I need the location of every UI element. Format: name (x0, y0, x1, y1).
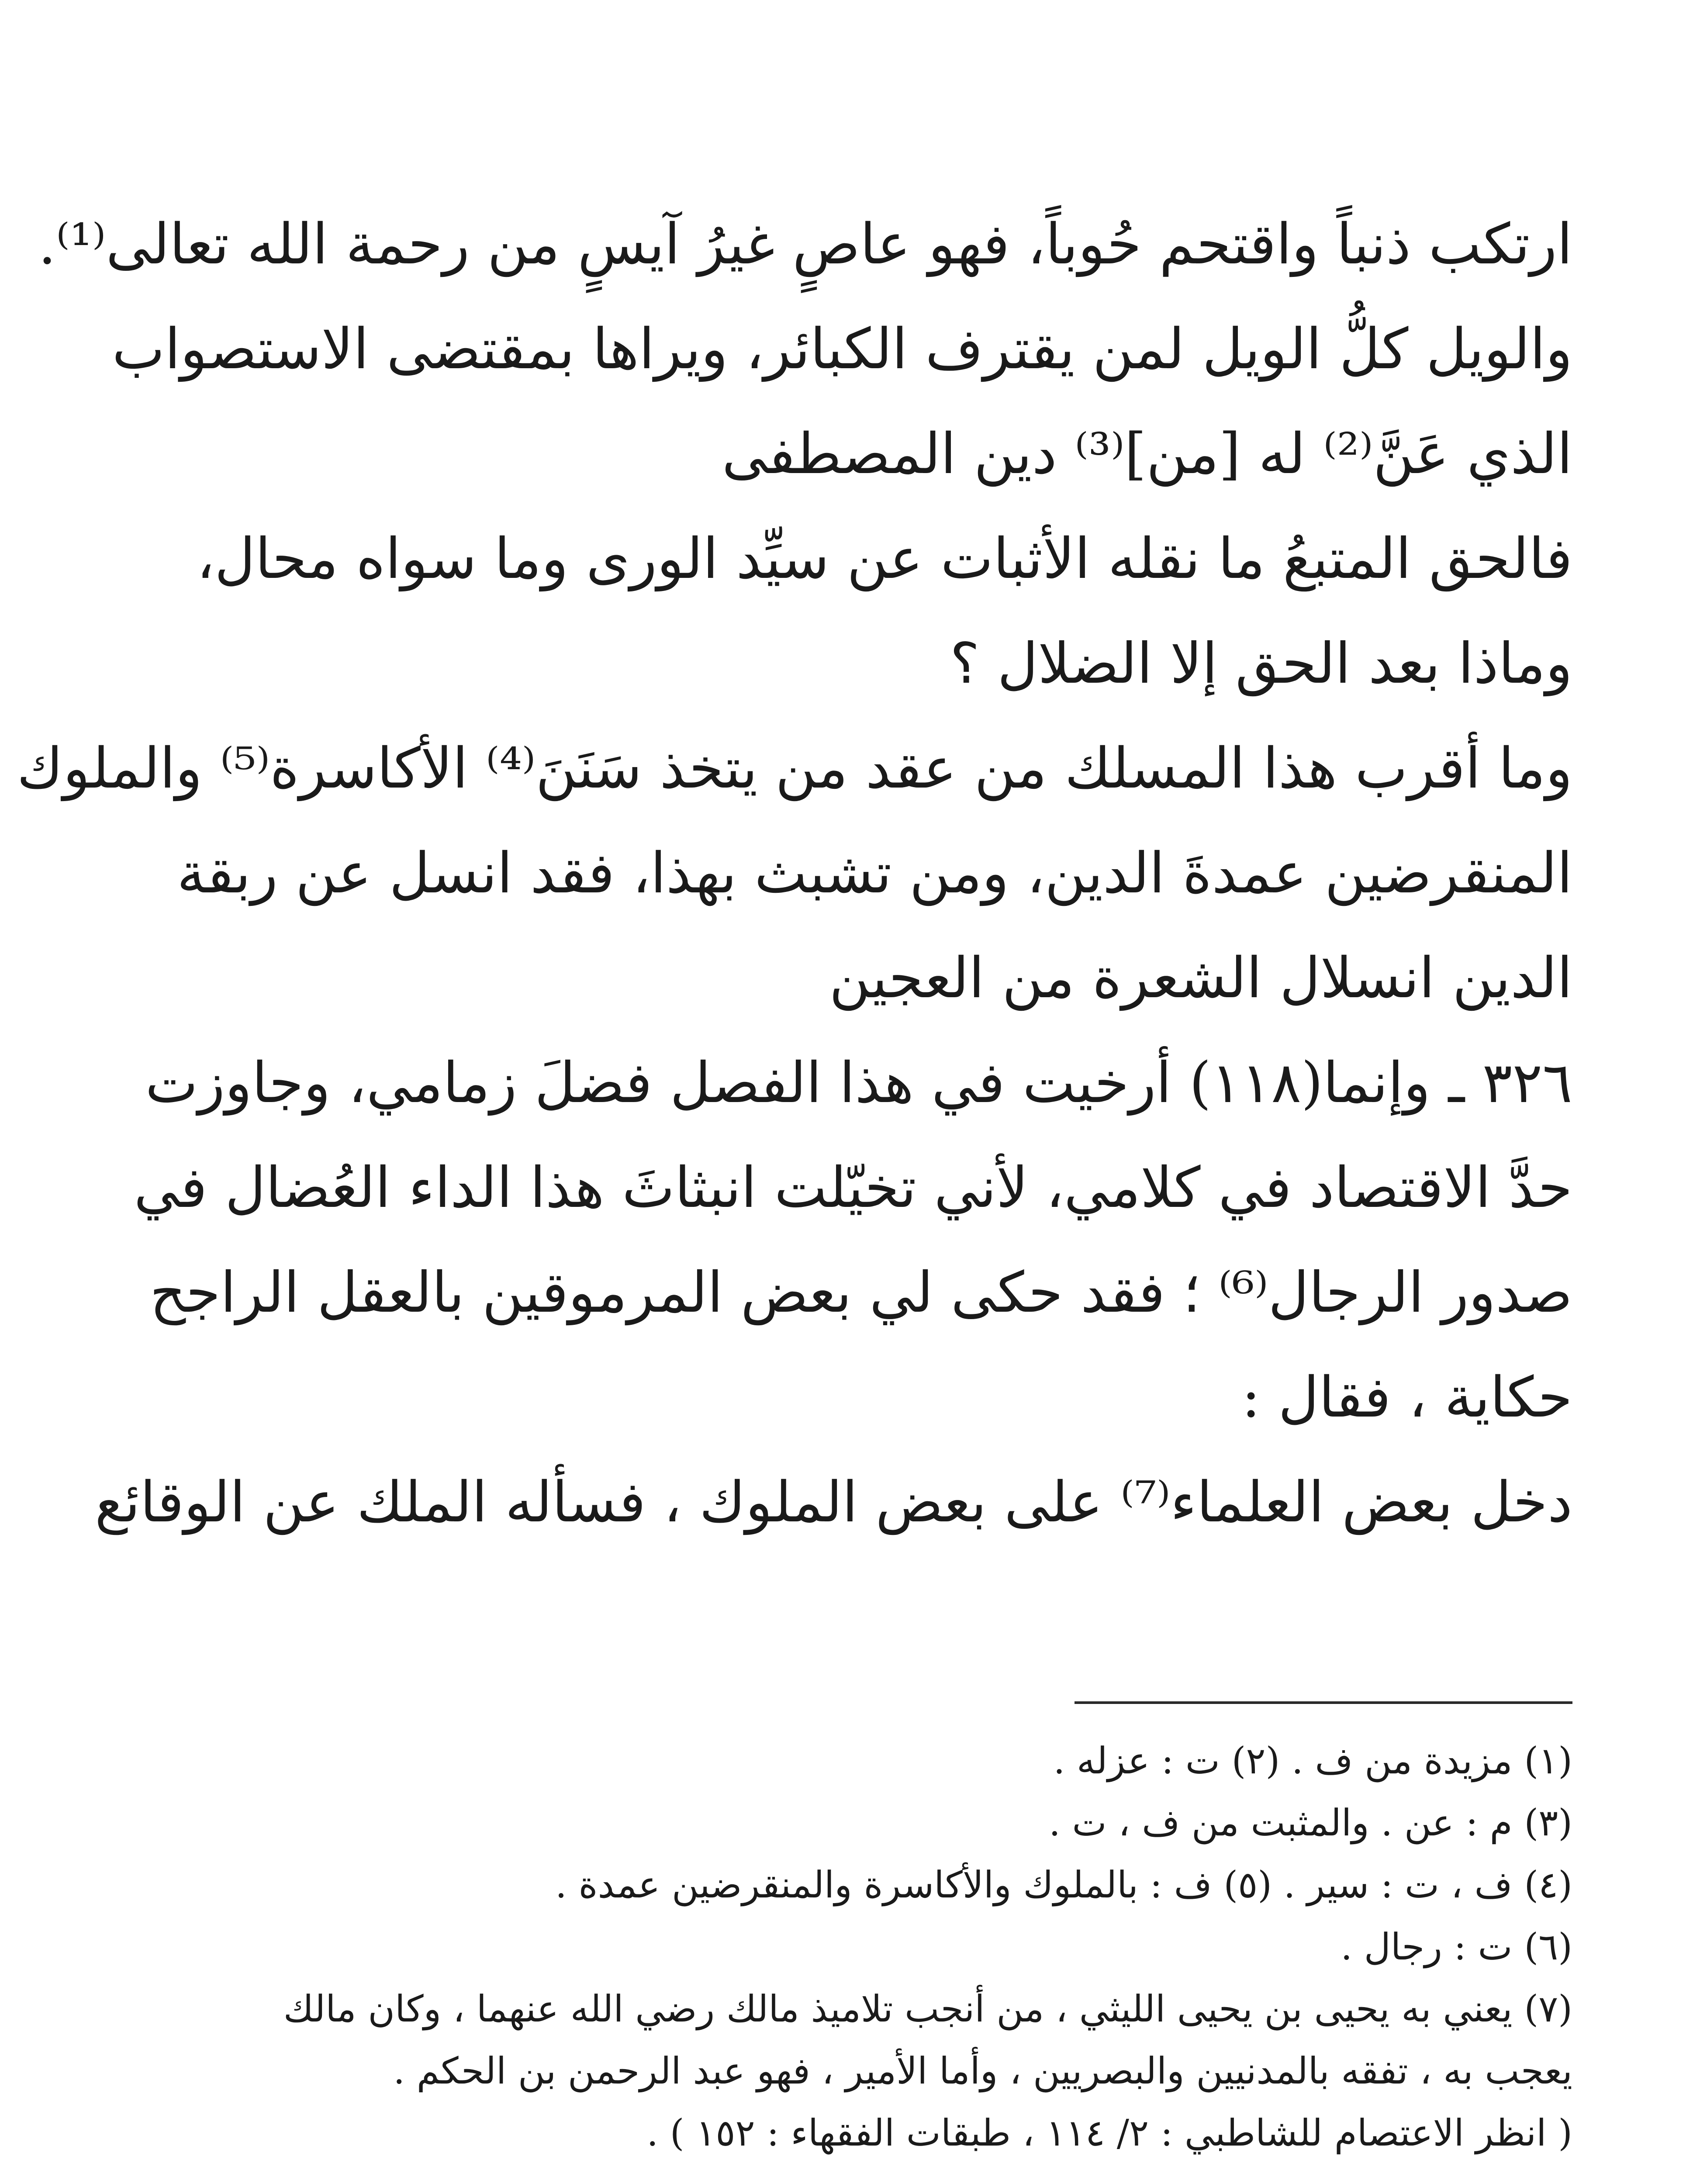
footnote-line: يعجب به ، تفقه بالمدنيين والبصريين ، وأما الأمير ، فهو عبد الرحمن بن الحكم . (393, 2049, 1572, 2092)
body-line: الذي عَنَّ⁽²⁾ له [من]⁽³⁾ دين المصطفى (722, 422, 1572, 487)
body-line: وما أقرب هذا المسلك من عقد من يتخذ سَنَنَ⁽⁴⁾ الأكاسرة⁽⁵⁾ والملوك (17, 736, 1572, 801)
footnote-line: ( انظر الاعتصام للشاطبي : ٢/ ١١٤ ، طبقات الفقهاء : ١٥٢ ) . (646, 2111, 1572, 2154)
body-text (17, 192, 1572, 1555)
body-line: الدين انسلال الشعرة من العجين (829, 946, 1572, 1011)
body-line: حدَّ الاقتصاد في كلامي، لأني تخيّلت انبثاثَ هذا الداء العُضال في (134, 1155, 1572, 1220)
body-line: صدور الرجال⁽⁶⁾ ؛ فقد حكى لي بعض المرموقين بالعقل الراجح (149, 1260, 1572, 1325)
footnote-line: (٣) م : عن . والمثبت من ف ، ت . (1049, 1801, 1572, 1844)
footnotes (109, 1730, 1572, 2164)
body-line: ارتكب ذنباً واقتحم حُوباً، فهو عاصٍ غيرُ آيسٍ من رحمة الله تعالى⁽¹⁾. (38, 212, 1572, 277)
footnote-divider (1075, 1701, 1572, 1704)
footnote-line: (٤) ف ، ت : سير . (٥) ف : بالملوك والأكاسرة والمنقرضين عمدة . (555, 1863, 1572, 1906)
footnote-line: (٦) ت : رجال . (1341, 1925, 1572, 1968)
body-line: ٣٢٦ ـ وإنما(١١٨) أرخيت في هذا الفصل فضلَ زمامي، وجاوزت (145, 1051, 1572, 1116)
footnote-line: (١) مزيدة من ف . (٢) ت : عزله . (1053, 1739, 1572, 1782)
body-line: فالحق المتبعُ ما نقله الأثبات عن سيِّد الورى وما سواه محال، (196, 526, 1572, 591)
body-line: حكاية ، فقال : (1241, 1365, 1572, 1430)
body-line: وماذا بعد الحق إلا الضلال ؟ (950, 631, 1572, 696)
body-line: والويل كلُّ الويل لمن يقترف الكبائر، ويراها بمقتضى الاستصواب (112, 317, 1572, 382)
body-line: المنقرضين عمدةَ الدين، ومن تشبث بهذا، فقد انسل عن ربقة (177, 841, 1572, 906)
footnote-line: (٧) يعني به يحيى بن يحيى الليثي ، من أنجب تلاميذ مالك رضي الله عنهما ، وكان مالك (283, 1987, 1572, 2030)
body-line: دخل بعض العلماء⁽⁷⁾ على بعض الملوك ، فسأله الملك عن الوقائع (95, 1470, 1572, 1535)
